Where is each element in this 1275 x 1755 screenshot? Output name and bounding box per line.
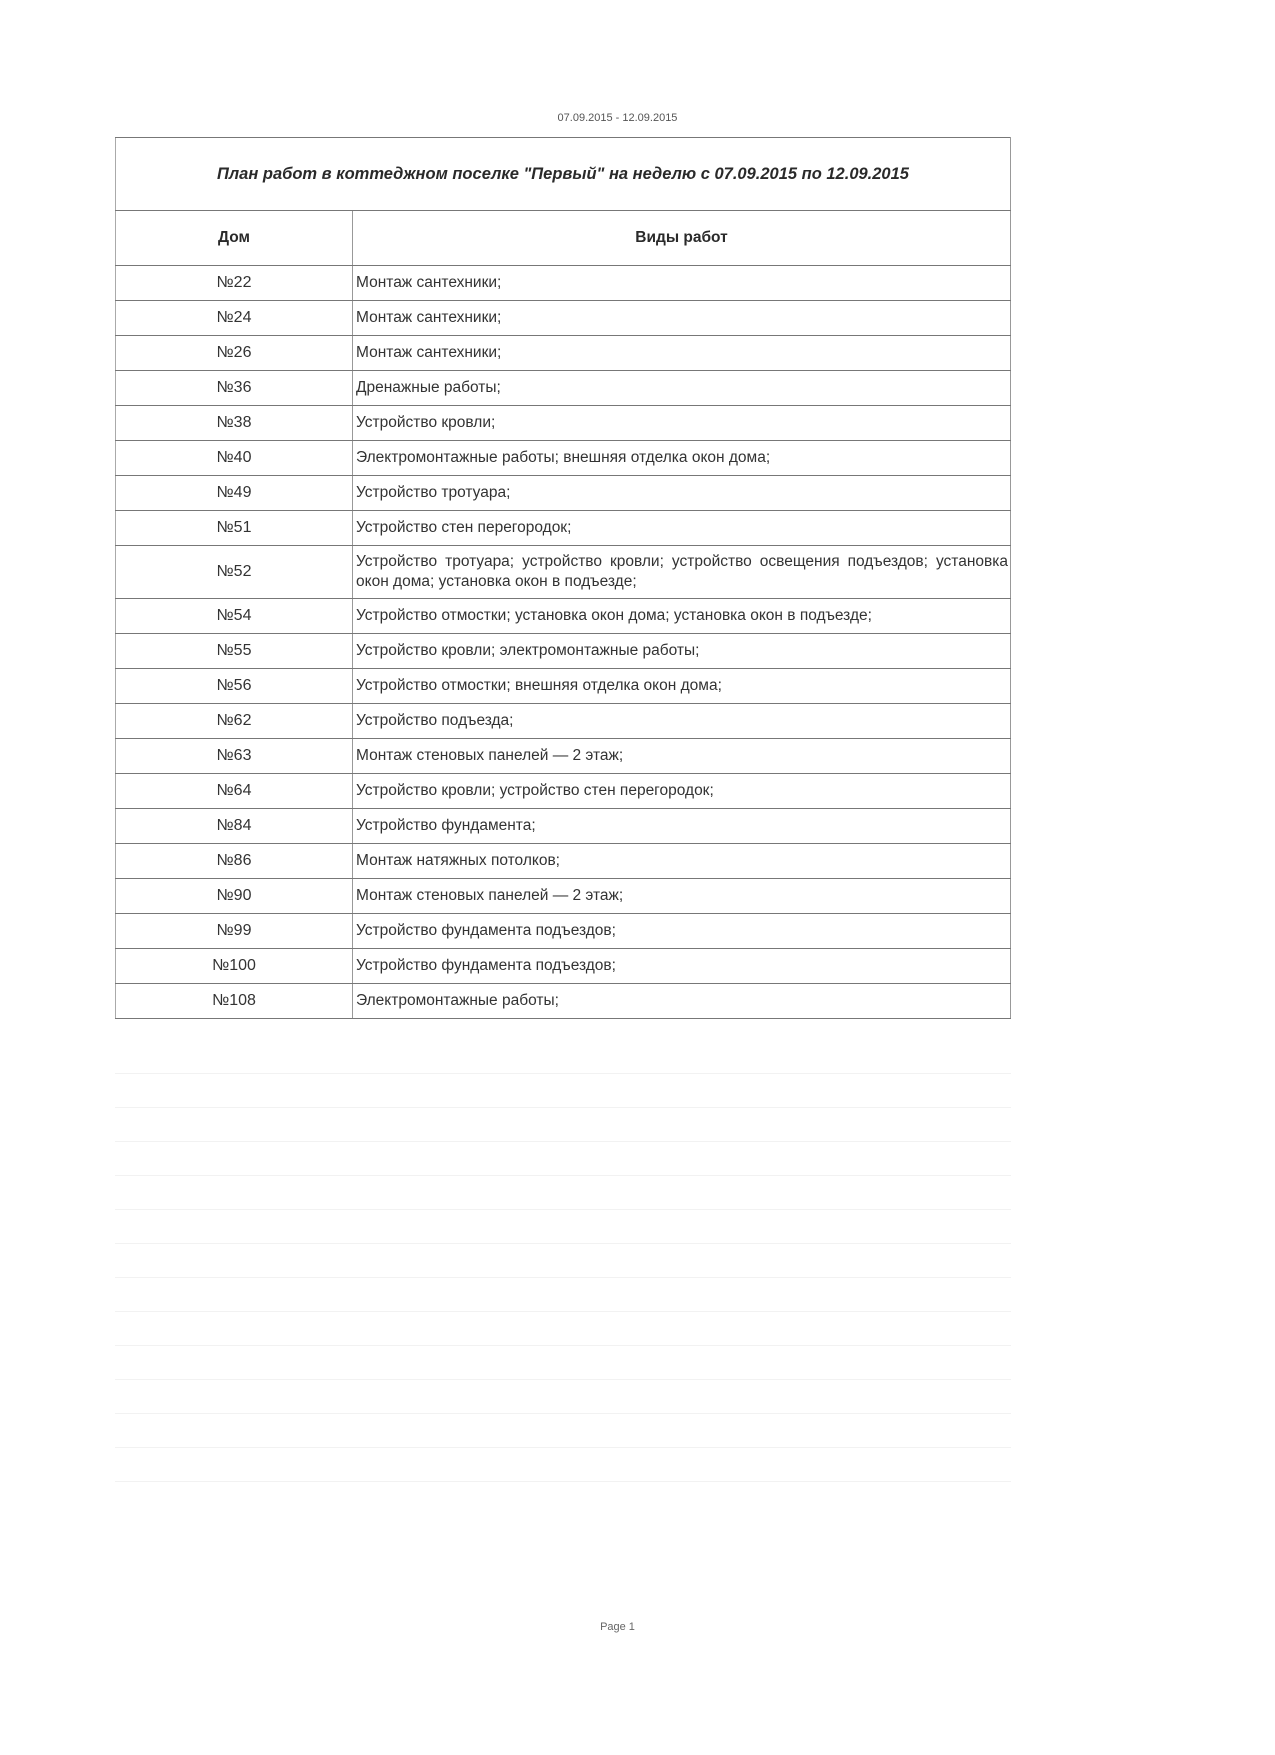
work-types-cell: Монтаж стеновых панелей — 2 этаж; <box>353 879 1011 914</box>
table-row <box>116 879 1011 914</box>
table-row <box>116 599 1011 634</box>
table-row <box>116 266 1011 301</box>
house-number-cell: №64 <box>116 774 353 809</box>
table-row <box>116 739 1011 774</box>
table-row <box>116 546 1011 599</box>
column-header-work: Виды работ <box>353 211 1011 266</box>
table-row <box>116 774 1011 809</box>
house-number-cell: №63 <box>116 739 353 774</box>
work-types-cell: Устройство фундамента подъездов; <box>353 914 1011 949</box>
table-row <box>116 301 1011 336</box>
house-number-cell: №90 <box>116 879 353 914</box>
house-number-cell: №52 <box>116 546 353 599</box>
work-plan-table <box>115 137 1011 1019</box>
work-types-cell: Устройство фундамента подъездов; <box>353 949 1011 984</box>
house-number-cell: №24 <box>116 301 353 336</box>
house-number-cell: №108 <box>116 984 353 1019</box>
table-row <box>116 511 1011 546</box>
work-types-cell: Электромонтажные работы; <box>353 984 1011 1019</box>
table-row <box>116 336 1011 371</box>
table-row <box>116 844 1011 879</box>
table-row <box>116 914 1011 949</box>
work-types-cell: Устройство кровли; устройство стен перегородок; <box>353 774 1011 809</box>
work-types-cell: Устройство фундамента; <box>353 809 1011 844</box>
work-types-cell: Устройство отмостки; внешняя отделка окон дома; <box>353 669 1011 704</box>
work-types-cell: Устройство отмостки; установка окон дома; установка окон в подъезде; <box>353 599 1011 634</box>
work-types-cell: Устройство стен перегородок; <box>353 511 1011 546</box>
table-row <box>116 441 1011 476</box>
work-types-cell: Устройство кровли; электромонтажные работы; <box>353 634 1011 669</box>
work-types-cell: Монтаж сантехники; <box>353 266 1011 301</box>
header-date-range: 07.09.2015 - 12.09.2015 <box>557 112 678 124</box>
house-number-cell: №100 <box>116 949 353 984</box>
table-row <box>116 406 1011 441</box>
table-row <box>116 634 1011 669</box>
work-types-cell: Дренажные работы; <box>353 371 1011 406</box>
work-types-cell: Монтаж сантехники; <box>353 336 1011 371</box>
table-row <box>116 669 1011 704</box>
table-row <box>116 476 1011 511</box>
work-types-cell: Устройство тротуара; <box>353 476 1011 511</box>
house-number-cell: №38 <box>116 406 353 441</box>
house-number-cell: №54 <box>116 599 353 634</box>
house-number-cell: №26 <box>116 336 353 371</box>
show-through-background <box>115 1040 1011 1495</box>
house-number-cell: №56 <box>116 669 353 704</box>
table-row <box>116 704 1011 739</box>
house-number-cell: №84 <box>116 809 353 844</box>
house-number-cell: №51 <box>116 511 353 546</box>
house-number-cell: №62 <box>116 704 353 739</box>
house-number-cell: №22 <box>116 266 353 301</box>
work-types-cell: Монтаж сантехники; <box>353 301 1011 336</box>
work-types-cell: Монтаж натяжных потолков; <box>353 844 1011 879</box>
page-number: Page 1 <box>600 1621 635 1633</box>
work-types-cell: Электромонтажные работы; внешняя отделка окон дома; <box>353 441 1011 476</box>
table-row <box>116 371 1011 406</box>
table-row <box>116 809 1011 844</box>
work-types-cell: Устройство подъезда; <box>353 704 1011 739</box>
house-number-cell: №99 <box>116 914 353 949</box>
table-row <box>116 949 1011 984</box>
work-types-cell: Устройство кровли; <box>353 406 1011 441</box>
table-row <box>116 984 1011 1019</box>
table-title: План работ в коттеджном поселке "Первый" на неделю с 07.09.2015 по 12.09.2015 <box>116 138 1011 211</box>
column-header-house: Дом <box>116 211 353 266</box>
house-number-cell: №40 <box>116 441 353 476</box>
house-number-cell: №49 <box>116 476 353 511</box>
house-number-cell: №55 <box>116 634 353 669</box>
work-types-cell: Монтаж стеновых панелей — 2 этаж; <box>353 739 1011 774</box>
work-types-cell: Устройство тротуара; устройство кровли; устройство освещения подъездов; установка окон дома; установка окон в подъезде; <box>353 546 1011 599</box>
house-number-cell: №36 <box>116 371 353 406</box>
house-number-cell: №86 <box>116 844 353 879</box>
